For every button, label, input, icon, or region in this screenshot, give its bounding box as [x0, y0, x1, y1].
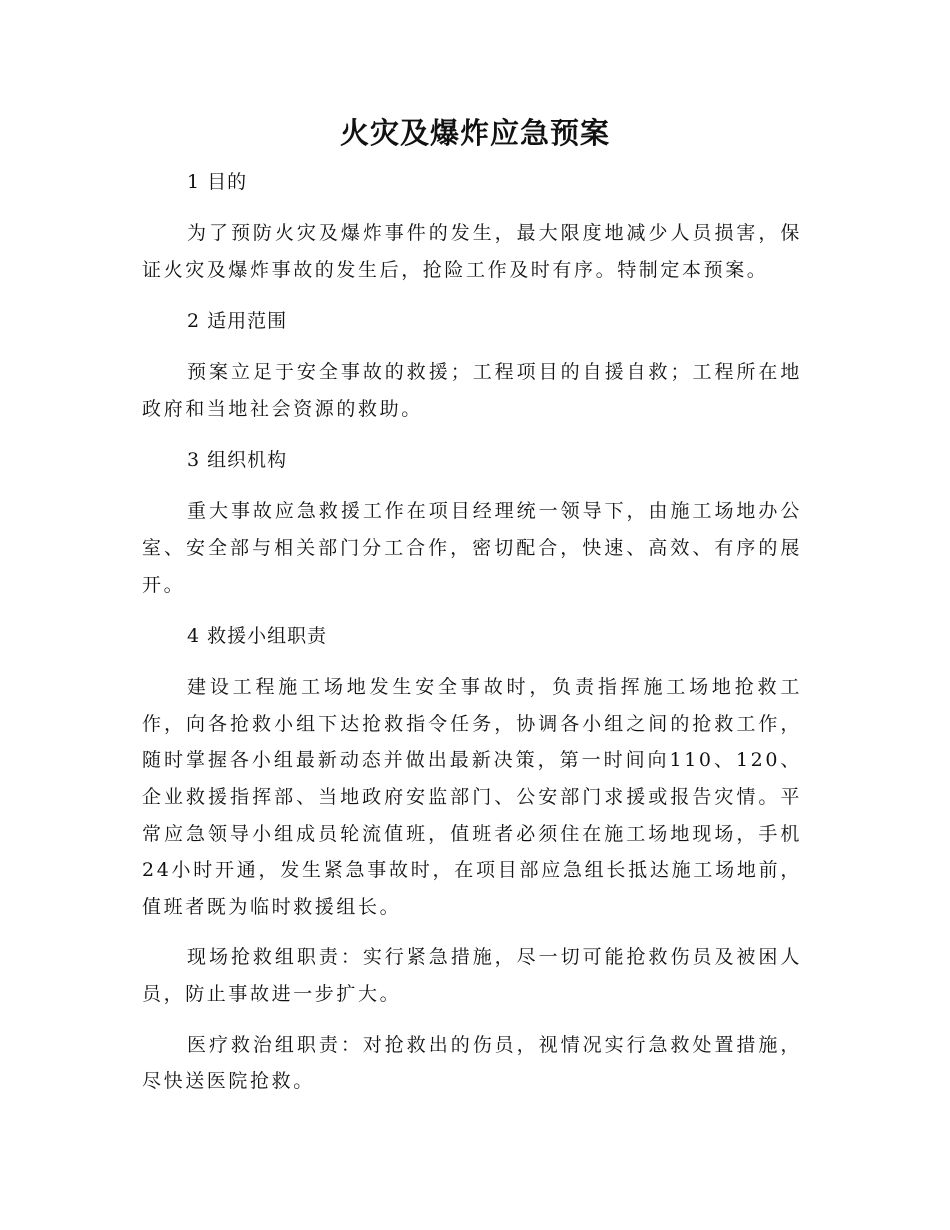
section-heading-organization: 3 组织机构	[187, 449, 288, 472]
section-paragraph-purpose: 为了预防火灾及爆炸事件的发生，最大限度地减少人员损害，保证火灾及爆炸事故的发生后，抢险工作及时有序。特制定本预案。	[142, 222, 802, 281]
document-title: 火灾及爆炸应急预案	[339, 116, 610, 150]
section-paragraph-medical-rescue: 医疗救治组职责：对抢救出的伤员，视情况实行急救处置措施，尽快送医院抢救。	[142, 1033, 802, 1093]
section-heading-purpose: 1 目的	[187, 171, 248, 193]
section-paragraph-organization: 重大事故应急救援工作在项目经理统一领导下，由施工场地办公室、安全部与相关部门分工合作，密切配合，快速、高效、有序的展开。	[142, 500, 802, 596]
section-paragraph-field-rescue: 现场抢救组职责：实行紧急措施，尽一切可能抢救伤员及被困人员，防止事故进一步扩大。	[142, 946, 802, 1005]
section-heading-rescue-duties: 4 救援小组职责	[187, 625, 328, 648]
section-heading-scope: 2 适用范围	[187, 310, 288, 333]
document-body	[142, 163, 802, 1100]
section-paragraph-scope: 预案立足于安全事故的救援；工程项目的自援自救；工程所在地政府和当地社会资源的救助。	[142, 361, 802, 420]
section-paragraph-rescue-command: 建设工程施工场地发生安全事故时，负责指挥施工场地抢救工作，向各抢救小组下达抢救指令任务，协调各小组之间的抢救工作，随时掌握各小组最新动态并做出最新决策，第一时间向110、120、企业救援指挥部、当地政府安监部门、公安部门求援或报告灾情。平常应急领导小组成员轮流值班，值班者必须住在施工场地现场，手机24小时开通，发生紧急事故时，在项目部应急组长抵达施工场地前，值班者既为临时救援组长。	[142, 676, 802, 918]
